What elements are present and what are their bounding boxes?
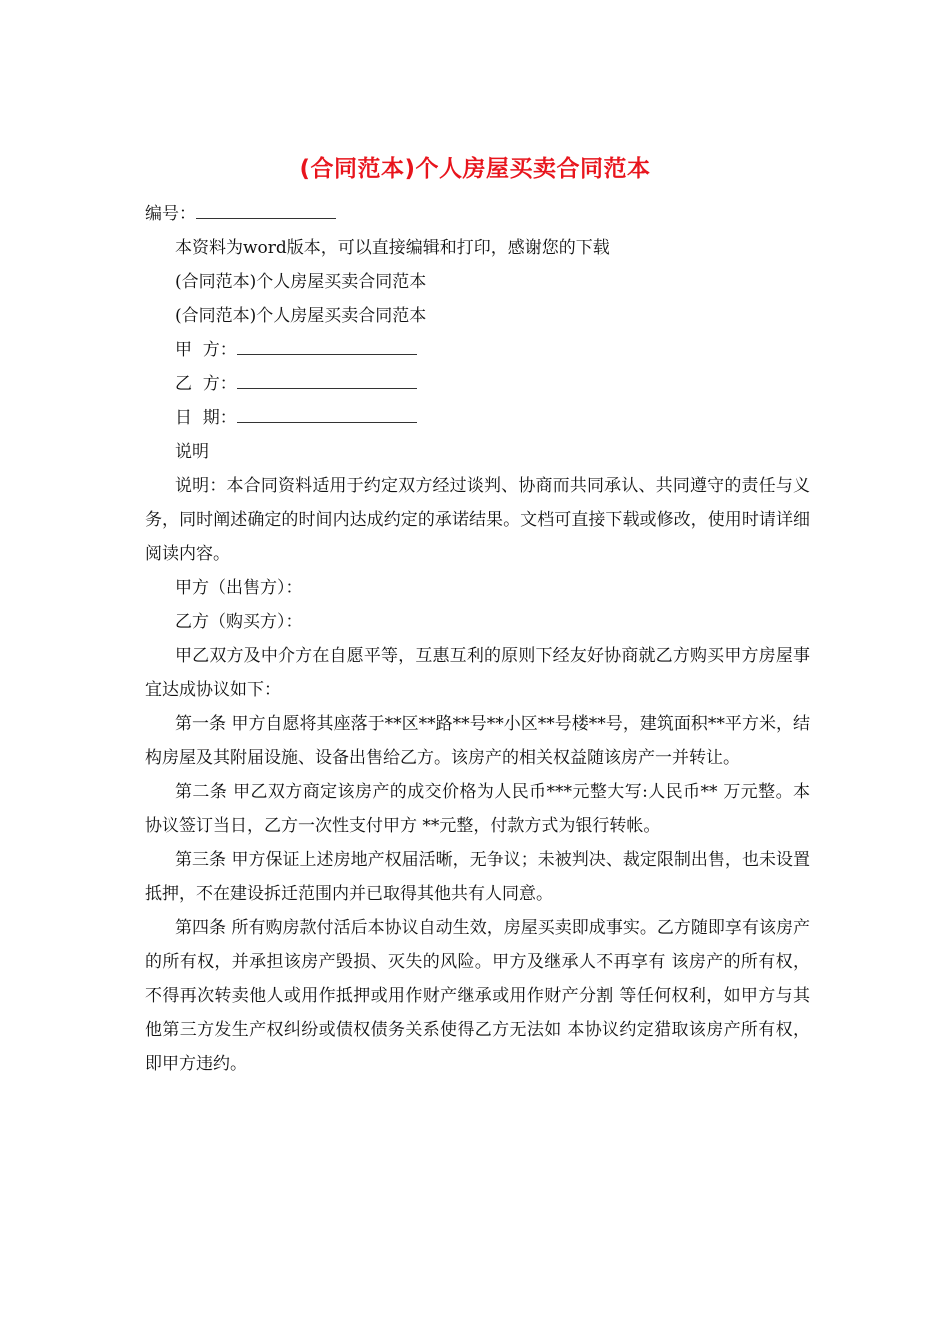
article-4-paragraph: 第四条 所有购房款付活后本协议自动生效，房屋买卖即成事实。乙方随即享有该房产的所有权，并承担该房产毁损、灭失的风险。甲方及继承人不再享有 该房产的所有权，不得再次转卖他人或用作抵押或用作财产继承或用作财产分割 等任何权利，如甲方与其他第三方发生产权纠纷或债权债务关系使得乙方无法如 本协议约定猎取该房产所有权，即甲方违约。 (145, 918, 810, 1074)
number-label: 编号： (145, 204, 196, 224)
explain-paragraph: 说明：本合同资料适用于约定双方经过谈判、协商而共同承认、共同遵守的责任与义务，同时阐述确定的时间内达成约定的承诺结果。文档可直接下载或修改，使用时请详细阅读内容。 (145, 476, 810, 564)
party-b-line (145, 367, 810, 401)
article-2-paragraph: 第二条 甲乙双方商定该房产的成交价格为人民币***元整大写:人民币** 万元整。本协议签订当日，乙方一次性支付甲方 **元整，付款方式为银行转帐。 (145, 782, 810, 836)
party-b-blank (237, 368, 417, 389)
subtitle-line-1: (合同范本)个人房屋买卖合同范本 (175, 272, 427, 292)
notice-line: 本资料为word版本，可以直接编辑和打印，感谢您的下载 (175, 238, 610, 258)
document-title: (合同范本)个人房屋买卖合同范本 (299, 156, 651, 182)
party-a-blank (237, 334, 417, 355)
document-body (145, 197, 810, 1081)
party-b-label: 乙 方： (175, 374, 237, 394)
intro-paragraph: 甲乙双方及中介方在自愿平等，互惠互利的原则下经友好协商就乙方购买甲方房屋事宜达成协议如下： (145, 646, 810, 700)
article-3-paragraph: 第三条 甲方保证上述房地产权届活晰，无争议；未被判决、裁定限制出售，也未设置抵押，不在建设拆迁范围内并已取得其他共有人同意。 (145, 850, 810, 904)
explain-heading: 说明 (175, 442, 209, 462)
party-a-label: 甲 方： (175, 340, 237, 360)
party-a-line (145, 333, 810, 367)
number-line (145, 197, 810, 231)
date-label: 日 期： (175, 408, 237, 428)
seller-line: 甲方（出售方）： (175, 578, 303, 598)
date-blank (237, 402, 417, 423)
date-line (145, 401, 810, 435)
subtitle-line-2: (合同范本)个人房屋买卖合同范本 (175, 306, 427, 326)
buyer-line: 乙方（购买方）： (175, 612, 303, 632)
number-blank (196, 198, 336, 219)
article-1-paragraph: 第一条 甲方自愿将其座落于**区**路**号**小区**号楼**号，建筑面积**平方米，结构房屋及其附届设施、设备出售给乙方。该房产的相关权益随该房产一并转让。 (145, 714, 810, 768)
